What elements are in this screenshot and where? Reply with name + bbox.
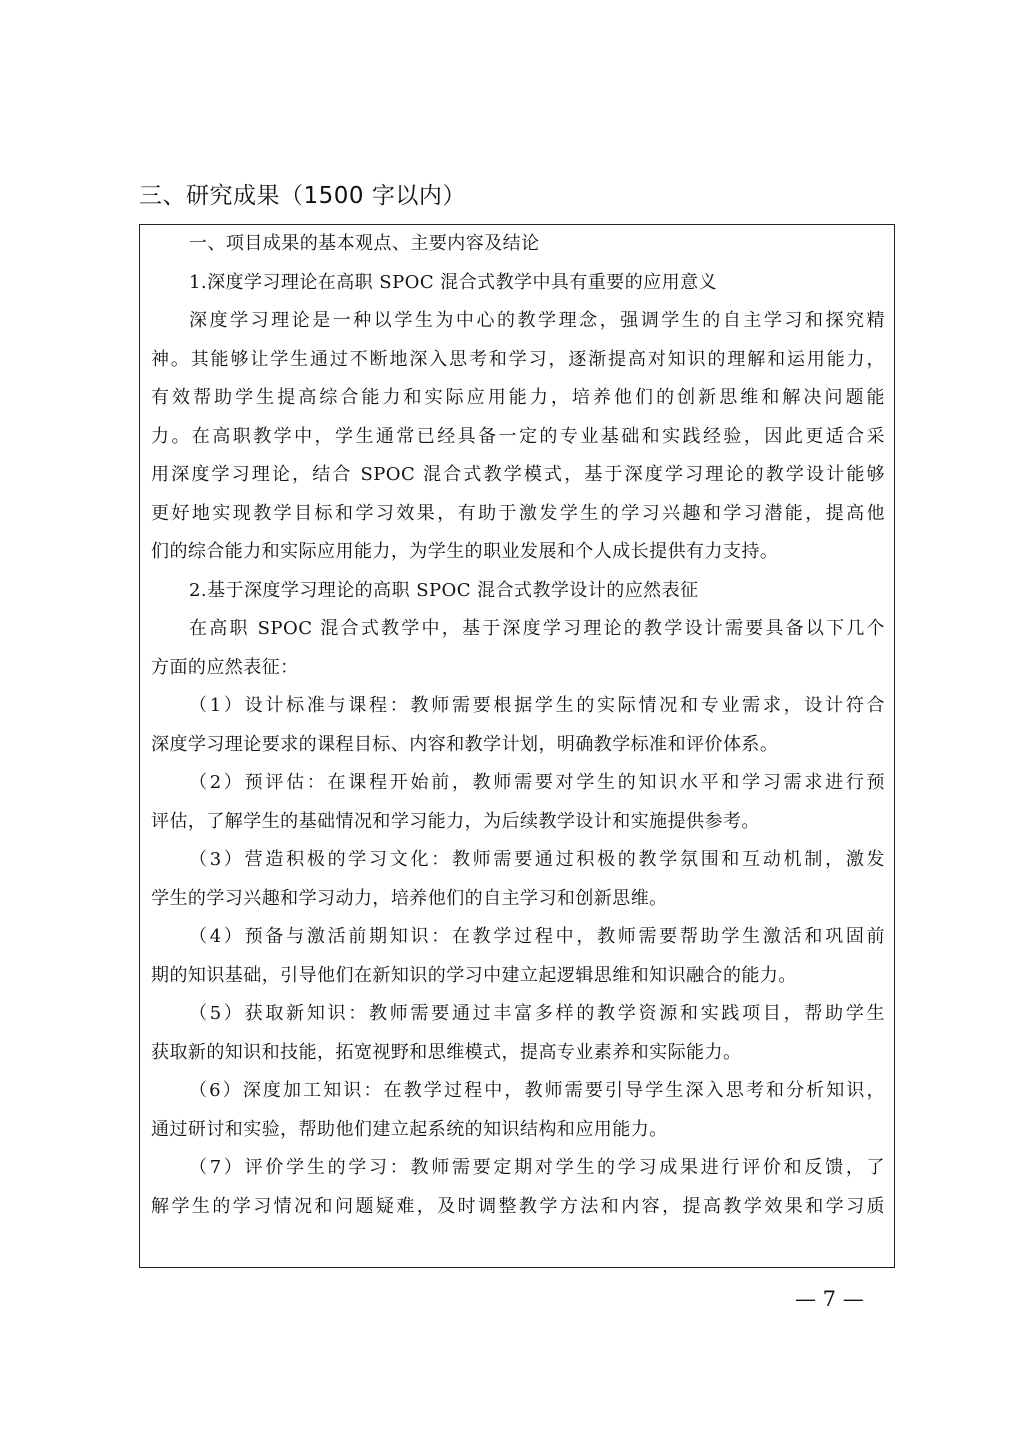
- list-item-line: 通过研讨和实验，帮助他们建立起系统的知识结构和应用能力。: [151, 1118, 668, 1140]
- list-item-line: 评估，了解学生的基础情况和学习能力，为后续教学设计和实施提供参考。: [151, 810, 760, 832]
- paragraph-line: 力。在高职教学中，学生通常已经具备一定的专业基础和实践经验，因此更适合采: [151, 425, 885, 447]
- list-item-line: 期的知识基础，引导他们在新知识的学习中建立起逻辑思维和知识融合的能力。: [151, 964, 797, 986]
- list-item-line: （5）获取新知识：教师需要通过丰富多样的教学资源和实践项目，帮助学生: [189, 1003, 885, 1024]
- list-item-line: （4）预备与激活前期知识：在教学过程中，教师需要帮助学生激活和巩固前: [189, 926, 885, 947]
- paragraph-line: 用深度学习理论，结合 SPOC 混合式教学模式，基于深度学习理论的教学设计能够: [151, 464, 885, 485]
- paragraph-line: 神。其能够让学生通过不断地深入思考和学习，逐渐提高对知识的理解和运用能力，: [151, 348, 885, 370]
- list-item-line: （1）设计标准与课程：教师需要根据学生的实际情况和专业需求，设计符合: [189, 695, 885, 716]
- content-box: [139, 224, 895, 1268]
- paragraph-line: 有效帮助学生提高综合能力和实际应用能力，培养他们的创新思维和解决问题能: [151, 387, 885, 408]
- point-title: 2.基于深度学习理论的高职 SPOC 混合式教学设计的应然表征: [189, 579, 699, 601]
- paragraph-line: 深度学习理论是一种以学生为中心的教学理念，强调学生的自主学习和探究精: [189, 310, 885, 331]
- list-item-line: 学生的学习兴趣和学习动力，培养他们的自主学习和创新思维。: [151, 887, 668, 909]
- list-item-line: 深度学习理论要求的课程目标、内容和教学计划，明确教学标准和评价体系。: [151, 733, 779, 755]
- list-item-line: （3）营造积极的学习文化：教师需要通过积极的教学氛围和互动机制，激发: [189, 849, 885, 870]
- paragraph-line: 在高职 SPOC 混合式教学中，基于深度学习理论的教学设计需要具备以下几个: [189, 618, 885, 639]
- paragraph-line: 更好地实现教学目标和学习效果，有助于激发学生的学习兴趣和学习潜能，提高他: [151, 502, 885, 524]
- list-item-line: （2）预评估：在课程开始前，教师需要对学生的知识水平和学习需求进行预: [189, 772, 885, 793]
- content-body: [151, 225, 885, 1226]
- point-title: 1.深度学习理论在高职 SPOC 混合式教学中具有重要的应用意义: [189, 271, 717, 293]
- section-heading: 三、研究成果（1500 字以内）: [139, 183, 466, 209]
- list-item-line: 解学生的学习情况和问题疑难，及时调整教学方法和内容，提高教学效果和学习质: [151, 1195, 885, 1217]
- list-item-line: （7）评价学生的学习：教师需要定期对学生的学习成果进行评价和反馈，了: [189, 1157, 885, 1178]
- paragraph-line: 方面的应然表征：: [151, 656, 299, 678]
- list-item-line: （6）深度加工知识：在教学过程中，教师需要引导学生深入思考和分析知识，: [189, 1080, 885, 1101]
- page-number: — 7 —: [795, 1287, 864, 1311]
- paragraph-line: 们的综合能力和实际应用能力，为学生的职业发展和个人成长提供有力支持。: [151, 541, 779, 562]
- subsection-title: 一、项目成果的基本观点、主要内容及结论: [189, 233, 540, 254]
- list-item-line: 获取新的知识和技能，拓宽视野和思维模式，提高专业素养和实际能力。: [151, 1041, 742, 1063]
